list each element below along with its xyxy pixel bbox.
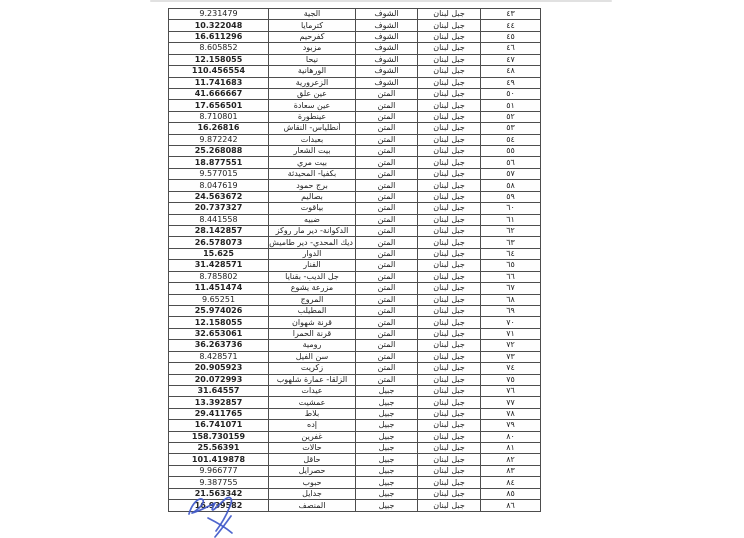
value-cell: 9.387755 — [169, 477, 269, 488]
place-name-cell: بكفيا- المحيدثة — [269, 168, 356, 179]
district-cell: المتن — [356, 134, 418, 145]
district-cell: المتن — [356, 340, 418, 351]
governorate-cell: جبل لبنان — [418, 66, 481, 77]
row-number-cell: ٤٤ — [481, 20, 541, 31]
governorate-cell: جبل لبنان — [418, 294, 481, 305]
governorate-cell: جبل لبنان — [418, 271, 481, 282]
row-number-cell: ٥٨ — [481, 180, 541, 191]
table-row — [169, 203, 541, 214]
row-number-cell: ٨١ — [481, 443, 541, 454]
table-row — [169, 214, 541, 225]
value-cell: 8.785802 — [169, 271, 269, 282]
table-row — [169, 100, 541, 111]
scan-edge-artifact — [150, 0, 612, 2]
district-cell: جبيل — [356, 443, 418, 454]
place-name-cell: سن الفيل — [269, 351, 356, 362]
district-cell: المتن — [356, 88, 418, 99]
table-row — [169, 431, 541, 442]
place-name-cell: المنصف — [269, 500, 356, 512]
district-cell: جبيل — [356, 500, 418, 512]
value-cell: 8.441558 — [169, 214, 269, 225]
table-row — [169, 248, 541, 259]
table-row — [169, 363, 541, 374]
row-number-cell: ٥٦ — [481, 157, 541, 168]
district-cell: الشوف — [356, 54, 418, 65]
district-cell: الشوف — [356, 31, 418, 42]
place-name-cell: الفنار — [269, 260, 356, 271]
value-cell: 16.611296 — [169, 31, 269, 42]
row-number-cell: ٤٧ — [481, 54, 541, 65]
district-cell: المتن — [356, 123, 418, 134]
district-cell: المتن — [356, 146, 418, 157]
value-cell: 31.64557 — [169, 385, 269, 396]
value-cell: 21.563342 — [169, 488, 269, 499]
district-cell: المتن — [356, 294, 418, 305]
district-cell: المتن — [356, 111, 418, 122]
place-name-cell: مزبود — [269, 43, 356, 54]
value-cell: 16.741071 — [169, 420, 269, 431]
governorate-cell: جبل لبنان — [418, 88, 481, 99]
table-row — [169, 328, 541, 339]
governorate-cell: جبل لبنان — [418, 203, 481, 214]
governorate-cell: جبل لبنان — [418, 157, 481, 168]
place-name-cell: ضبيه — [269, 214, 356, 225]
table-row — [169, 454, 541, 465]
row-number-cell: ٧٢ — [481, 340, 541, 351]
table-row — [169, 123, 541, 134]
table-row — [169, 146, 541, 157]
value-cell: 9.577015 — [169, 168, 269, 179]
table-row — [169, 191, 541, 202]
value-cell: 41.666667 — [169, 88, 269, 99]
table-row — [169, 488, 541, 499]
district-cell: المتن — [356, 191, 418, 202]
place-name-cell: بصاليم — [269, 191, 356, 202]
row-number-cell: ٦٣ — [481, 237, 541, 248]
table-row — [169, 134, 541, 145]
district-cell: المتن — [356, 271, 418, 282]
row-number-cell: ٦١ — [481, 214, 541, 225]
governorate-cell: جبل لبنان — [418, 226, 481, 237]
district-cell: المتن — [356, 226, 418, 237]
place-name-cell: أنطلياس- النقاش — [269, 123, 356, 134]
row-number-cell: ٧٨ — [481, 408, 541, 419]
district-cell: المتن — [356, 180, 418, 191]
district-cell: المتن — [356, 203, 418, 214]
value-cell: 158.730159 — [169, 431, 269, 442]
place-name-cell: حاقل — [269, 454, 356, 465]
governorate-cell: جبل لبنان — [418, 408, 481, 419]
table-row — [169, 465, 541, 476]
governorate-cell: جبل لبنان — [418, 431, 481, 442]
place-name-cell: الدكوانة- دير مار روكز — [269, 226, 356, 237]
table-row — [169, 260, 541, 271]
value-cell: 20.072993 — [169, 374, 269, 385]
governorate-cell: جبل لبنان — [418, 111, 481, 122]
row-number-cell: ٦٩ — [481, 305, 541, 316]
place-name-cell: مزرعة يشوع — [269, 283, 356, 294]
place-name-cell: الزعرورية — [269, 77, 356, 88]
value-cell: 28.142857 — [169, 226, 269, 237]
governorate-cell: جبل لبنان — [418, 420, 481, 431]
table-row — [169, 271, 541, 282]
table-row — [169, 397, 541, 408]
value-cell: 13.392857 — [169, 397, 269, 408]
row-number-cell: ٤٩ — [481, 77, 541, 88]
governorate-cell: جبل لبنان — [418, 477, 481, 488]
place-name-cell: عينطورة — [269, 111, 356, 122]
table-row — [169, 477, 541, 488]
district-cell: جبيل — [356, 477, 418, 488]
row-number-cell: ٨٣ — [481, 465, 541, 476]
district-cell: المتن — [356, 168, 418, 179]
district-cell: المتن — [356, 328, 418, 339]
row-number-cell: ٧٦ — [481, 385, 541, 396]
governorate-cell: جبل لبنان — [418, 248, 481, 259]
district-cell: جبيل — [356, 397, 418, 408]
place-name-cell: بلاط — [269, 408, 356, 419]
row-number-cell: ٤٨ — [481, 66, 541, 77]
value-cell: 29.411765 — [169, 408, 269, 419]
row-number-cell: ٥٣ — [481, 123, 541, 134]
value-cell: 31.428571 — [169, 260, 269, 271]
table-row — [169, 9, 541, 20]
value-cell: 8.047619 — [169, 180, 269, 191]
table-row — [169, 340, 541, 351]
value-cell: 15.625 — [169, 248, 269, 259]
value-cell: 9.231479 — [169, 9, 269, 20]
value-cell: 10.322048 — [169, 20, 269, 31]
place-name-cell: بيت الشعار — [269, 146, 356, 157]
row-number-cell: ٨٥ — [481, 488, 541, 499]
value-cell: 110.456554 — [169, 66, 269, 77]
district-cell: المتن — [356, 351, 418, 362]
place-name-cell: جدايل — [269, 488, 356, 499]
district-cell: المتن — [356, 248, 418, 259]
district-cell: جبيل — [356, 385, 418, 396]
value-cell: 16.939582 — [169, 500, 269, 512]
value-cell: 9.966777 — [169, 465, 269, 476]
governorate-cell: جبل لبنان — [418, 443, 481, 454]
governorate-cell: جبل لبنان — [418, 283, 481, 294]
row-number-cell: ٨٤ — [481, 477, 541, 488]
district-cell: الشوف — [356, 9, 418, 20]
place-name-cell: عين علق — [269, 88, 356, 99]
place-name-cell: بعبدات — [269, 134, 356, 145]
governorate-cell: جبل لبنان — [418, 20, 481, 31]
district-cell: جبيل — [356, 431, 418, 442]
value-cell: 9.65251 — [169, 294, 269, 305]
value-cell: 24.563672 — [169, 191, 269, 202]
table-row — [169, 226, 541, 237]
value-cell: 8.428571 — [169, 351, 269, 362]
table-row — [169, 351, 541, 362]
table-row — [169, 317, 541, 328]
row-number-cell: ٥٤ — [481, 134, 541, 145]
municipality-data-table — [168, 8, 541, 512]
table-row — [169, 385, 541, 396]
place-name-cell: الجية — [269, 9, 356, 20]
value-cell: 12.158055 — [169, 317, 269, 328]
table-row — [169, 294, 541, 305]
place-name-cell: نيحا — [269, 54, 356, 65]
place-name-cell: كفرحيم — [269, 31, 356, 42]
place-name-cell: إده — [269, 420, 356, 431]
row-number-cell: ٤٣ — [481, 9, 541, 20]
value-cell: 25.56391 — [169, 443, 269, 454]
governorate-cell: جبل لبنان — [418, 100, 481, 111]
row-number-cell: ٧١ — [481, 328, 541, 339]
table-row — [169, 88, 541, 99]
governorate-cell: جبل لبنان — [418, 500, 481, 512]
value-cell: 32.653061 — [169, 328, 269, 339]
governorate-cell: جبل لبنان — [418, 180, 481, 191]
table-body — [169, 9, 541, 512]
governorate-cell: جبل لبنان — [418, 43, 481, 54]
district-cell: جبيل — [356, 454, 418, 465]
row-number-cell: ٤٦ — [481, 43, 541, 54]
table-row — [169, 237, 541, 248]
governorate-cell: جبل لبنان — [418, 488, 481, 499]
row-number-cell: ٥٠ — [481, 88, 541, 99]
value-cell: 20.905923 — [169, 363, 269, 374]
table-row — [169, 305, 541, 316]
row-number-cell: ٧٩ — [481, 420, 541, 431]
table-row — [169, 168, 541, 179]
governorate-cell: جبل لبنان — [418, 123, 481, 134]
row-number-cell: ٨٦ — [481, 500, 541, 512]
row-number-cell: ٦٢ — [481, 226, 541, 237]
governorate-cell: جبل لبنان — [418, 374, 481, 385]
district-cell: المتن — [356, 283, 418, 294]
place-name-cell: جل الديب- بقنايا — [269, 271, 356, 282]
governorate-cell: جبل لبنان — [418, 260, 481, 271]
place-name-cell: بياقوت — [269, 203, 356, 214]
value-cell: 16.26816 — [169, 123, 269, 134]
place-name-cell: قرنة الحمرا — [269, 328, 356, 339]
place-name-cell: حبوب — [269, 477, 356, 488]
value-cell: 9.872242 — [169, 134, 269, 145]
governorate-cell: جبل لبنان — [418, 328, 481, 339]
place-name-cell: المروج — [269, 294, 356, 305]
place-name-cell: قرنة شهوان — [269, 317, 356, 328]
governorate-cell: جبل لبنان — [418, 191, 481, 202]
district-cell: المتن — [356, 260, 418, 271]
governorate-cell: جبل لبنان — [418, 146, 481, 157]
governorate-cell: جبل لبنان — [418, 397, 481, 408]
value-cell: 11.451474 — [169, 283, 269, 294]
table-row — [169, 408, 541, 419]
value-cell: 25.974026 — [169, 305, 269, 316]
place-name-cell: كترمايا — [269, 20, 356, 31]
row-number-cell: ٧٠ — [481, 317, 541, 328]
row-number-cell: ٨٠ — [481, 431, 541, 442]
district-cell: جبيل — [356, 465, 418, 476]
place-name-cell: عين سعادة — [269, 100, 356, 111]
district-cell: الشوف — [356, 66, 418, 77]
row-number-cell: ٦٤ — [481, 248, 541, 259]
row-number-cell: ٦٥ — [481, 260, 541, 271]
governorate-cell: جبل لبنان — [418, 168, 481, 179]
district-cell: المتن — [356, 305, 418, 316]
value-cell: 12.158055 — [169, 54, 269, 65]
place-name-cell: الزلقا- عمارة شلهوب — [269, 374, 356, 385]
district-cell: المتن — [356, 100, 418, 111]
value-cell: 20.737327 — [169, 203, 269, 214]
district-cell: المتن — [356, 237, 418, 248]
place-name-cell: غفرين — [269, 431, 356, 442]
governorate-cell: جبل لبنان — [418, 385, 481, 396]
row-number-cell: ٦٨ — [481, 294, 541, 305]
district-cell: المتن — [356, 157, 418, 168]
row-number-cell: ٦٠ — [481, 203, 541, 214]
governorate-cell: جبل لبنان — [418, 77, 481, 88]
row-number-cell: ٨٢ — [481, 454, 541, 465]
table-row — [169, 20, 541, 31]
table-row — [169, 500, 541, 512]
row-number-cell: ٧٣ — [481, 351, 541, 362]
governorate-cell: جبل لبنان — [418, 31, 481, 42]
value-cell: 18.877551 — [169, 157, 269, 168]
table-row — [169, 77, 541, 88]
place-name-cell: عيدات — [269, 385, 356, 396]
row-number-cell: ٥١ — [481, 100, 541, 111]
value-cell: 11.741683 — [169, 77, 269, 88]
governorate-cell: جبل لبنان — [418, 9, 481, 20]
place-name-cell: المطيلب — [269, 305, 356, 316]
value-cell: 36.263736 — [169, 340, 269, 351]
table-row — [169, 54, 541, 65]
place-name-cell: عمشيت — [269, 397, 356, 408]
row-number-cell: ٤٥ — [481, 31, 541, 42]
row-number-cell: ٥٢ — [481, 111, 541, 122]
row-number-cell: ٧٥ — [481, 374, 541, 385]
district-cell: المتن — [356, 317, 418, 328]
district-cell: المتن — [356, 363, 418, 374]
row-number-cell: ٦٦ — [481, 271, 541, 282]
governorate-cell: جبل لبنان — [418, 214, 481, 225]
row-number-cell: ٧٧ — [481, 397, 541, 408]
value-cell: 8.605852 — [169, 43, 269, 54]
table-row — [169, 111, 541, 122]
place-name-cell: زكريت — [269, 363, 356, 374]
table-row — [169, 443, 541, 454]
district-cell: جبيل — [356, 408, 418, 419]
place-name-cell: الورهانية — [269, 66, 356, 77]
value-cell: 17.656501 — [169, 100, 269, 111]
table-row — [169, 283, 541, 294]
district-cell: المتن — [356, 214, 418, 225]
district-cell: جبيل — [356, 488, 418, 499]
place-name-cell: حالات — [269, 443, 356, 454]
governorate-cell: جبل لبنان — [418, 340, 481, 351]
district-cell: الشوف — [356, 77, 418, 88]
table-row — [169, 31, 541, 42]
table-row — [169, 420, 541, 431]
table-row — [169, 66, 541, 77]
governorate-cell: جبل لبنان — [418, 317, 481, 328]
governorate-cell: جبل لبنان — [418, 351, 481, 362]
value-cell: 8.710801 — [169, 111, 269, 122]
governorate-cell: جبل لبنان — [418, 54, 481, 65]
place-name-cell: رومية — [269, 340, 356, 351]
governorate-cell: جبل لبنان — [418, 454, 481, 465]
governorate-cell: جبل لبنان — [418, 465, 481, 476]
place-name-cell: ديك المحدي- دير طاميش — [269, 237, 356, 248]
district-cell: الشوف — [356, 43, 418, 54]
row-number-cell: ٦٧ — [481, 283, 541, 294]
place-name-cell: الدوار — [269, 248, 356, 259]
district-cell: الشوف — [356, 20, 418, 31]
place-name-cell: حصرايل — [269, 465, 356, 476]
table-row — [169, 180, 541, 191]
governorate-cell: جبل لبنان — [418, 363, 481, 374]
value-cell: 101.419878 — [169, 454, 269, 465]
row-number-cell: ٥٧ — [481, 168, 541, 179]
governorate-cell: جبل لبنان — [418, 134, 481, 145]
row-number-cell: ٧٤ — [481, 363, 541, 374]
place-name-cell: برج حمود — [269, 180, 356, 191]
table-row — [169, 157, 541, 168]
governorate-cell: جبل لبنان — [418, 237, 481, 248]
row-number-cell: ٥٥ — [481, 146, 541, 157]
table-row — [169, 43, 541, 54]
value-cell: 25.268088 — [169, 146, 269, 157]
district-cell: المتن — [356, 374, 418, 385]
table-row — [169, 374, 541, 385]
value-cell: 26.578073 — [169, 237, 269, 248]
governorate-cell: جبل لبنان — [418, 305, 481, 316]
district-cell: جبيل — [356, 420, 418, 431]
place-name-cell: بيت مري — [269, 157, 356, 168]
row-number-cell: ٥٩ — [481, 191, 541, 202]
